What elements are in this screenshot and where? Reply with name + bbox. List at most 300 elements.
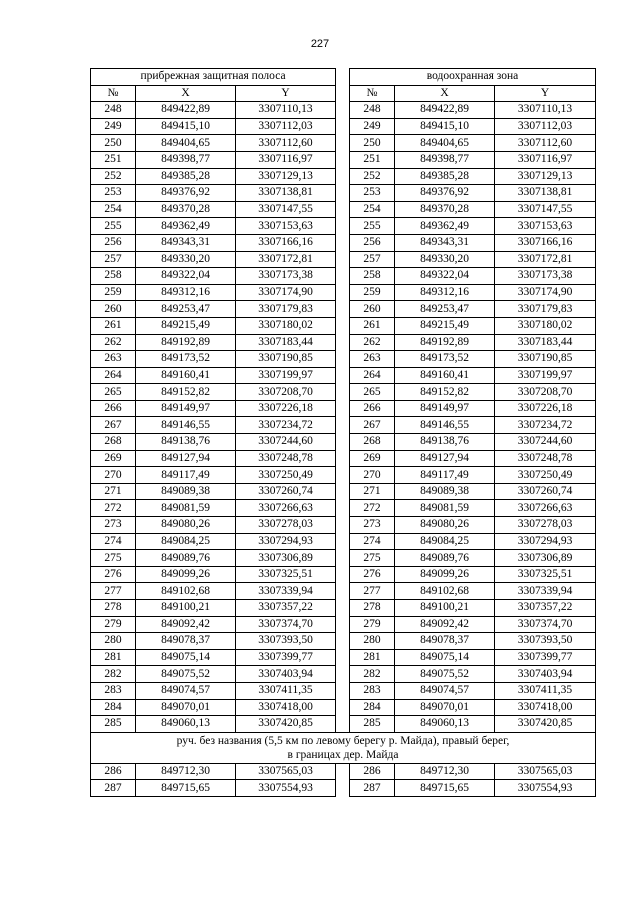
point-number: 254 [91,201,136,218]
point-number: 268 [350,434,395,451]
y-coordinate: 3307294,93 [495,533,596,550]
point-number: 283 [350,682,395,699]
y-coordinate: 3307244,60 [495,434,596,451]
point-number: 262 [91,334,136,351]
x-coordinate: 849343,31 [395,234,495,251]
column-gap [336,533,350,550]
x-coordinate: 849092,42 [136,616,236,633]
x-coordinate: 849075,52 [395,666,495,683]
point-number: 252 [350,168,395,185]
point-number: 255 [350,218,395,235]
point-number: 249 [350,118,395,135]
x-coordinate: 849070,01 [136,699,236,716]
y-coordinate: 3307173,38 [236,268,336,285]
y-coordinate: 3307357,22 [495,600,596,617]
x-coordinate: 849385,28 [136,168,236,185]
page-number: 227 [310,38,330,50]
y-coordinate: 3307420,85 [495,716,596,733]
x-coordinate: 849089,76 [395,550,495,567]
y-coordinate: 3307138,81 [495,185,596,202]
column-gap [336,699,350,716]
y-coordinate: 3307116,97 [236,151,336,168]
table-row [91,633,596,650]
point-number: 287 [350,780,395,797]
y-coordinate: 3307110,13 [495,102,596,119]
x-coordinate: 849138,76 [395,434,495,451]
point-number: 284 [91,699,136,716]
point-number: 287 [91,780,136,797]
y-coordinate: 3307112,60 [495,135,596,152]
table-row [91,716,596,733]
x-coordinate: 849089,76 [136,550,236,567]
y-coordinate: 3307147,55 [495,201,596,218]
y-coordinate: 3307190,85 [236,351,336,368]
column-gap [336,351,350,368]
point-number: 275 [91,550,136,567]
column-gap [336,317,350,334]
y-coordinate: 3307357,22 [236,600,336,617]
x-coordinate: 849370,28 [136,201,236,218]
y-coordinate: 3307420,85 [236,716,336,733]
point-number: 279 [91,616,136,633]
column-gap [336,284,350,301]
point-number: 260 [91,301,136,318]
table-row [91,118,596,135]
x-coordinate: 849422,89 [395,102,495,119]
y-coordinate: 3307250,49 [495,467,596,484]
y-coordinate: 3307244,60 [236,434,336,451]
table-row [91,780,596,797]
y-coordinate: 3307180,02 [236,317,336,334]
point-number: 286 [350,763,395,780]
table-row [91,317,596,334]
point-number: 263 [91,351,136,368]
x-coordinate: 849192,89 [395,334,495,351]
y-coordinate: 3307260,74 [495,483,596,500]
table-row [91,234,596,251]
x-coordinate: 849089,38 [136,483,236,500]
column-gap [336,268,350,285]
point-number: 274 [350,533,395,550]
table-row [91,450,596,467]
point-number: 257 [350,251,395,268]
x-coordinate: 849074,57 [136,682,236,699]
y-coordinate: 3307248,78 [495,450,596,467]
column-gap [336,566,350,583]
y-coordinate: 3307325,51 [495,566,596,583]
y-coordinate: 3307208,70 [495,384,596,401]
x-coordinate: 849075,52 [136,666,236,683]
column-gap [336,218,350,235]
point-number: 250 [350,135,395,152]
column-gap [336,367,350,384]
table-row [91,583,596,600]
section-note-line2: в границах дер. Майда [287,748,399,761]
x-coordinate: 849343,31 [136,234,236,251]
x-coordinate: 849715,65 [395,780,495,797]
column-gap [336,434,350,451]
x-coordinate: 849160,41 [136,367,236,384]
x-coordinate: 849102,68 [136,583,236,600]
point-number: 270 [350,467,395,484]
y-coordinate: 3307554,93 [495,780,596,797]
table-row [91,517,596,534]
table-row [91,334,596,351]
x-coordinate: 849084,25 [395,533,495,550]
x-coordinate: 849404,65 [395,135,495,152]
column-gap [336,450,350,467]
y-coordinate: 3307393,50 [236,633,336,650]
point-number: 253 [91,185,136,202]
x-coordinate: 849146,55 [136,417,236,434]
point-number: 274 [91,533,136,550]
point-number: 261 [91,317,136,334]
column-gap [336,517,350,534]
table-row [91,763,596,780]
point-number: 267 [350,417,395,434]
table-row [91,201,596,218]
point-number: 255 [91,218,136,235]
table-row [91,666,596,683]
x-coordinate: 849370,28 [395,201,495,218]
x-coordinate: 849127,94 [136,450,236,467]
table-row [91,500,596,517]
x-coordinate: 849138,76 [136,434,236,451]
x-coordinate: 849081,59 [395,500,495,517]
table-row [91,284,596,301]
point-number: 281 [350,649,395,666]
col-header-y: Y [495,85,596,102]
column-gap [336,102,350,119]
y-coordinate: 3307403,94 [495,666,596,683]
point-number: 251 [350,151,395,168]
column-gap [336,483,350,500]
y-coordinate: 3307172,81 [236,251,336,268]
table-row [91,649,596,666]
table-row [91,550,596,567]
point-number: 282 [91,666,136,683]
point-number: 258 [350,268,395,285]
point-number: 250 [91,135,136,152]
column-gap [336,69,350,86]
y-coordinate: 3307138,81 [236,185,336,202]
x-coordinate: 849074,57 [395,682,495,699]
coordinate-rows-after [91,763,596,796]
x-coordinate: 849376,92 [136,185,236,202]
column-gap [336,118,350,135]
y-coordinate: 3307199,97 [236,367,336,384]
col-header-number: № [350,85,395,102]
x-coordinate: 849362,49 [395,218,495,235]
x-coordinate: 849173,52 [395,351,495,368]
table-row [91,417,596,434]
point-number: 256 [350,234,395,251]
column-gap [336,334,350,351]
column-gap [336,151,350,168]
point-number: 270 [91,467,136,484]
y-coordinate: 3307116,97 [495,151,596,168]
point-number: 278 [350,600,395,617]
point-number: 261 [350,317,395,334]
point-number: 276 [91,566,136,583]
point-number: 283 [91,682,136,699]
y-coordinate: 3307418,00 [495,699,596,716]
x-coordinate: 849404,65 [136,135,236,152]
x-coordinate: 849092,42 [395,616,495,633]
y-coordinate: 3307339,94 [495,583,596,600]
point-number: 277 [350,583,395,600]
point-number: 278 [91,600,136,617]
y-coordinate: 3307399,77 [236,649,336,666]
x-coordinate: 849075,14 [395,649,495,666]
column-gap [336,467,350,484]
x-coordinate: 849078,37 [136,633,236,650]
table-row [91,301,596,318]
point-number: 260 [350,301,395,318]
y-coordinate: 3307554,93 [236,780,336,797]
column-gap [336,168,350,185]
col-header-x: X [395,85,495,102]
point-number: 259 [91,284,136,301]
table-row [91,218,596,235]
column-header-row [91,85,596,102]
x-coordinate: 849060,13 [395,716,495,733]
right-section-title: водоохранная зона [350,69,596,86]
y-coordinate: 3307166,16 [236,234,336,251]
col-header-y: Y [236,85,336,102]
column-gap [336,185,350,202]
point-number: 280 [91,633,136,650]
y-coordinate: 3307374,70 [495,616,596,633]
column-gap [336,716,350,733]
coordinates-table [90,68,596,797]
y-coordinate: 3307153,63 [495,218,596,235]
x-coordinate: 849080,26 [136,517,236,534]
column-gap [336,780,350,797]
column-gap [336,583,350,600]
table-row [91,699,596,716]
y-coordinate: 3307393,50 [495,633,596,650]
point-number: 276 [350,566,395,583]
y-coordinate: 3307250,49 [236,467,336,484]
point-number: 273 [91,517,136,534]
y-coordinate: 3307248,78 [236,450,336,467]
point-number: 254 [350,201,395,218]
column-gap [336,550,350,567]
y-coordinate: 3307112,03 [495,118,596,135]
point-number: 268 [91,434,136,451]
column-gap [336,649,350,666]
table-row [91,616,596,633]
y-coordinate: 3307174,90 [495,284,596,301]
x-coordinate: 849398,77 [395,151,495,168]
y-coordinate: 3307174,90 [236,284,336,301]
y-coordinate: 3307294,93 [236,533,336,550]
x-coordinate: 849192,89 [136,334,236,351]
y-coordinate: 3307172,81 [495,251,596,268]
section-note-line1: руч. без названия (5,5 км по левому берегу р. Майда), правый берег, [176,734,510,747]
table-row [91,367,596,384]
point-number: 251 [91,151,136,168]
y-coordinate: 3307266,63 [236,500,336,517]
y-coordinate: 3307166,16 [495,234,596,251]
x-coordinate: 849715,65 [136,780,236,797]
x-coordinate: 849070,01 [395,699,495,716]
point-number: 253 [350,185,395,202]
table-row [91,467,596,484]
y-coordinate: 3307411,35 [236,682,336,699]
col-header-number: № [91,85,136,102]
x-coordinate: 849422,89 [136,102,236,119]
x-coordinate: 849100,21 [136,600,236,617]
column-gap [336,616,350,633]
section-note-row [91,732,596,763]
table-row [91,533,596,550]
x-coordinate: 849099,26 [395,566,495,583]
point-number: 263 [350,351,395,368]
column-gap [336,301,350,318]
x-coordinate: 849152,82 [395,384,495,401]
y-coordinate: 3307374,70 [236,616,336,633]
table-row [91,268,596,285]
table-row [91,384,596,401]
table-row [91,566,596,583]
x-coordinate: 849253,47 [136,301,236,318]
point-number: 284 [350,699,395,716]
y-coordinate: 3307226,18 [495,400,596,417]
y-coordinate: 3307199,97 [495,367,596,384]
table-row [91,400,596,417]
x-coordinate: 849312,16 [395,284,495,301]
x-coordinate: 849322,04 [395,268,495,285]
column-gap [336,666,350,683]
y-coordinate: 3307112,03 [236,118,336,135]
x-coordinate: 849160,41 [395,367,495,384]
point-number: 248 [91,102,136,119]
x-coordinate: 849099,26 [136,566,236,583]
x-coordinate: 849330,20 [136,251,236,268]
point-number: 249 [91,118,136,135]
y-coordinate: 3307325,51 [236,566,336,583]
x-coordinate: 849146,55 [395,417,495,434]
section-note [91,732,596,763]
x-coordinate: 849081,59 [136,500,236,517]
point-number: 266 [350,400,395,417]
x-coordinate: 849060,13 [136,716,236,733]
column-gap [336,600,350,617]
x-coordinate: 849117,49 [136,467,236,484]
left-section-title: прибрежная защитная полоса [91,69,336,86]
x-coordinate: 849330,20 [395,251,495,268]
point-number: 269 [350,450,395,467]
y-coordinate: 3307208,70 [236,384,336,401]
col-header-x: X [136,85,236,102]
table-row [91,102,596,119]
x-coordinate: 849376,92 [395,185,495,202]
x-coordinate: 849102,68 [395,583,495,600]
x-coordinate: 849415,10 [136,118,236,135]
column-gap [336,251,350,268]
table-row [91,251,596,268]
y-coordinate: 3307147,55 [236,201,336,218]
column-gap [336,400,350,417]
x-coordinate: 849075,14 [136,649,236,666]
x-coordinate: 849100,21 [395,600,495,617]
x-coordinate: 849312,16 [136,284,236,301]
x-coordinate: 849385,28 [395,168,495,185]
y-coordinate: 3307183,44 [495,334,596,351]
point-number: 256 [91,234,136,251]
y-coordinate: 3307399,77 [495,649,596,666]
y-coordinate: 3307266,63 [495,500,596,517]
x-coordinate: 849215,49 [395,317,495,334]
x-coordinate: 849149,97 [395,400,495,417]
y-coordinate: 3307306,89 [236,550,336,567]
x-coordinate: 849712,30 [395,763,495,780]
x-coordinate: 849152,82 [136,384,236,401]
point-number: 266 [91,400,136,417]
table-row [91,185,596,202]
y-coordinate: 3307112,60 [236,135,336,152]
y-coordinate: 3307418,00 [236,699,336,716]
column-gap [336,500,350,517]
column-gap [336,633,350,650]
y-coordinate: 3307226,18 [236,400,336,417]
point-number: 267 [91,417,136,434]
y-coordinate: 3307183,44 [236,334,336,351]
x-coordinate: 849215,49 [136,317,236,334]
y-coordinate: 3307179,83 [236,301,336,318]
point-number: 264 [350,367,395,384]
x-coordinate: 849362,49 [136,218,236,235]
x-coordinate: 849084,25 [136,533,236,550]
table-row [91,434,596,451]
y-coordinate: 3307306,89 [495,550,596,567]
table-row [91,483,596,500]
column-gap [336,682,350,699]
table-row [91,135,596,152]
y-coordinate: 3307565,03 [236,763,336,780]
y-coordinate: 3307234,72 [495,417,596,434]
y-coordinate: 3307179,83 [495,301,596,318]
point-number: 271 [91,483,136,500]
column-gap [336,201,350,218]
y-coordinate: 3307260,74 [236,483,336,500]
y-coordinate: 3307565,03 [495,763,596,780]
table-row [91,682,596,699]
x-coordinate: 849078,37 [395,633,495,650]
y-coordinate: 3307173,38 [495,268,596,285]
column-gap [336,417,350,434]
y-coordinate: 3307339,94 [236,583,336,600]
column-gap [336,763,350,780]
point-number: 271 [350,483,395,500]
y-coordinate: 3307153,63 [236,218,336,235]
table-row [91,600,596,617]
x-coordinate: 849089,38 [395,483,495,500]
y-coordinate: 3307110,13 [236,102,336,119]
point-number: 265 [91,384,136,401]
point-number: 259 [350,284,395,301]
y-coordinate: 3307180,02 [495,317,596,334]
x-coordinate: 849253,47 [395,301,495,318]
table-row [91,351,596,368]
point-number: 264 [91,367,136,384]
y-coordinate: 3307411,35 [495,682,596,699]
x-coordinate: 849080,26 [395,517,495,534]
x-coordinate: 849117,49 [395,467,495,484]
table-row [91,168,596,185]
